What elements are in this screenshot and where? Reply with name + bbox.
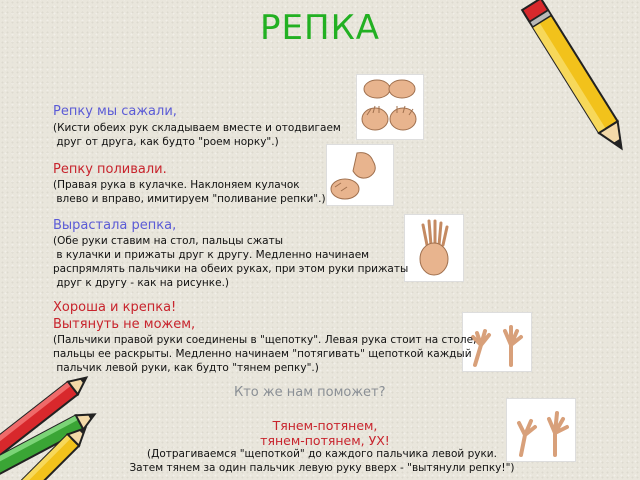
section-4-text: (Пальчики правой руки соединены в "щепотку". Левая рука стоит на столе, пальцы ее раскрыты. Медленно начинаем "потягивать" щепоткой каждый пальчик левой руки, как будто "тянем репку".): [53, 334, 477, 374]
question-text: Кто же нам поможет?: [234, 385, 386, 400]
section-1-heading: Репку мы сажали,: [53, 104, 177, 119]
section-2-heading: Репку поливали.: [53, 162, 167, 177]
final-text: (Дотрагиваемся "щепоткой" до каждого пальчика левой руки. Затем тянем за один пальчик левую руку вверх - "вытянули репку!"): [129, 448, 515, 474]
hand-gesture-image-1: [356, 74, 424, 140]
section-4-heading: Хороша и крепка! Вытянуть не можем,: [53, 300, 196, 332]
page-title: РЕПКА: [260, 8, 380, 48]
final-heading: Тянем-потянем, тянем-потянем, УХ!: [260, 418, 390, 448]
hand-gesture-image-2: [326, 144, 394, 206]
section-1-text: (Кисти обеих рук складываем вместе и отодвигаем друг от друга, как будто "роем норку".): [53, 122, 341, 148]
section-2-text: (Правая рука в кулачке. Наклоняем кулачок влево и вправо, имитируем "поливание репки".): [53, 179, 326, 205]
pencils-icon: [0, 370, 110, 480]
hand-gesture-image-3: [404, 214, 464, 282]
yellow-pencil-icon: [520, 0, 640, 165]
section-3-heading: Вырастала репка,: [53, 218, 177, 233]
section-3-text: (Обе руки ставим на стол, пальцы сжаты в кулачки и прижаты друг к другу. Медленно начинаем распрямлять пальчики на обеих руках, при этом руки прижаты друг к другу - как на рисунке.): [53, 235, 409, 289]
